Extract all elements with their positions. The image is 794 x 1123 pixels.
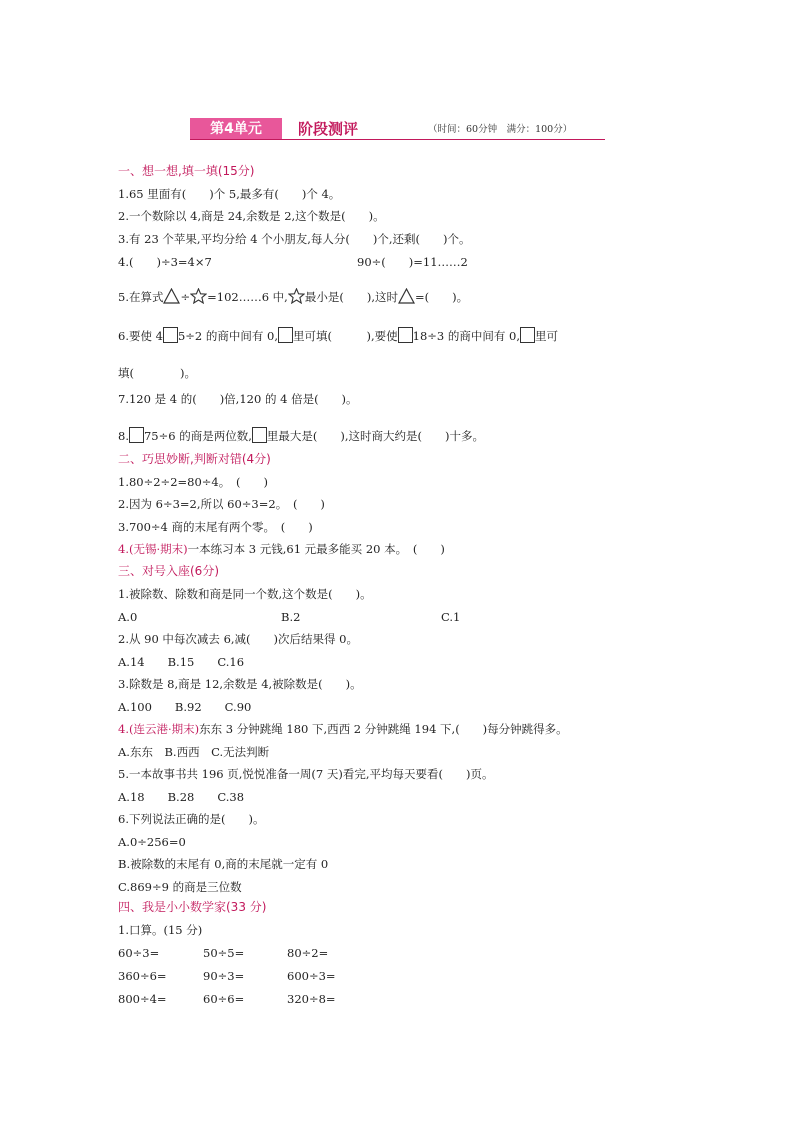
s1-q5-text-a: 5.在算式 (118, 290, 164, 304)
time-score-info: （时间：60分钟 满分：100分） (428, 124, 573, 135)
blank-box (278, 327, 293, 343)
s2-question-1: 1.80÷2÷2=80÷4。 ( ) (118, 475, 268, 489)
s1-q5-text-c: =102……6 中, (207, 290, 288, 304)
page-title: 阶段测评 (298, 120, 359, 138)
blank-box (520, 327, 535, 343)
s3-q4-options: A.东东 B.西西 C.无法判断 (118, 745, 270, 759)
s1-q6-text-c: 里可填( ),要使 (293, 329, 398, 343)
s1-q8-text-b: 75÷6 的商是两位数, (143, 429, 252, 443)
section-2-title: 二、巧思妙断,判断对错(4分) (118, 452, 271, 466)
s3-q1-option-c: C.1 (441, 610, 461, 624)
s1-q6-text-a: 6.要使 4 (118, 329, 163, 343)
blank-box (129, 427, 144, 443)
s1-question-8 (118, 427, 484, 443)
s3-q6-option-b: B.被除数的末尾有 0,商的末尾就一定有 0 (118, 857, 329, 871)
oral-calc-cell: 800÷4= (118, 992, 167, 1006)
s3-question-6: 6.下列说法正确的是( )。 (118, 812, 265, 826)
s3-q6-option-a: A.0÷256=0 (118, 835, 186, 849)
s1-question-6-cont: 填( )。 (118, 366, 196, 380)
s1-question-1: 1.65 里面有( )个 5,最多有( )个 4。 (118, 187, 341, 201)
oral-calc-cell: 60÷3= (118, 946, 160, 960)
oral-calc-cell: 90÷3= (203, 969, 245, 983)
star-icon (190, 288, 207, 304)
source-tag: 4.(无锡·期末) (118, 542, 188, 556)
oral-calc-cell: 50÷5= (203, 946, 245, 960)
s3-q1-option-a: A.0 (118, 610, 138, 624)
s3-q6-option-c: C.869÷9 的商是三位数 (118, 880, 242, 894)
s1-question-4b: 90÷( )=11……2 (357, 255, 468, 269)
s3-question-5: 5.一本故事书共 196 页,悦悦准备一周(7 天)看完,平均每天要看( )页。 (118, 767, 494, 781)
s3-q5-options: A.18 B.28 C.38 (118, 790, 245, 804)
s1-question-2: 2.一个数除以 4,商是 24,余数是 2,这个数是( )。 (118, 209, 385, 223)
s1-q6-text-b: 5÷2 的商中间有 0, (177, 329, 279, 343)
section-3-title: 三、对号入座(6分) (118, 564, 219, 578)
s2-question-3: 3.700÷4 商的末尾有两个零。 ( ) (118, 520, 313, 534)
s1-question-4a: 4.( )÷3=4×7 (118, 255, 212, 269)
s1-q8-text-a: 8. (118, 429, 129, 443)
s3-q3-options: A.100 B.92 C.90 (118, 700, 252, 714)
star-icon (288, 288, 305, 304)
s1-q6-text-d: 18÷3 的商中间有 0, (412, 329, 521, 343)
s3-q1-option-b: B.2 (281, 610, 301, 624)
s3-question-4 (118, 722, 568, 736)
s1-q6-text-e: 里可 (535, 329, 559, 343)
header-divider (190, 139, 605, 140)
blank-box (252, 427, 267, 443)
s1-question-3: 3.有 23 个苹果,平均分给 4 个小朋友,每人分( )个,还剩( )个。 (118, 232, 471, 246)
s1-question-7: 7.120 是 4 的( )倍,120 的 4 倍是( )。 (118, 392, 358, 406)
s3-q4-text: 东东 3 分钟跳绳 180 下,西西 2 分钟跳绳 194 下,( )每分钟跳得多。 (199, 722, 568, 736)
blank-box (163, 327, 178, 343)
s1-q5-text-b: ÷ (180, 290, 191, 304)
blank-box (398, 327, 413, 343)
s2-question-4 (118, 542, 445, 556)
s1-question-6 (118, 327, 558, 343)
oral-calc-cell: 600÷3= (287, 969, 336, 983)
oral-calc-cell: 320÷8= (287, 992, 336, 1006)
source-tag: 4.(连云港·期末) (118, 722, 200, 736)
s3-question-1: 1.被除数、除数和商是同一个数,这个数是( )。 (118, 587, 372, 601)
s3-q2-options: A.14 B.15 C.16 (118, 655, 245, 669)
oral-calc-cell: 80÷2= (287, 946, 329, 960)
oral-calc-cell: 360÷6= (118, 969, 167, 983)
s2-q4-text: 一本练习本 3 元钱,61 元最多能买 20 本。 ( ) (187, 542, 445, 556)
section-4-title: 四、我是小小数学家(33 分) (118, 900, 267, 914)
s1-q5-text-d: 最小是( ),这时 (304, 290, 398, 304)
triangle-icon (398, 288, 415, 304)
s3-question-3: 3.除数是 8,商是 12,余数是 4,被除数是( )。 (118, 677, 362, 691)
s2-question-2: 2.因为 6÷3=2,所以 60÷3=2。 ( ) (118, 497, 325, 511)
s1-q5-text-e: =( )。 (414, 290, 469, 304)
s1-q8-text-c: 里最大是( ),这时商大约是( )十多。 (266, 429, 484, 443)
unit-tab: 第4单元 (190, 118, 282, 140)
s1-question-5 (118, 288, 468, 304)
s4-question-1: 1.口算。(15 分) (118, 923, 203, 937)
oral-calc-cell: 60÷6= (203, 992, 245, 1006)
section-1-title: 一、想一想,填一填(15分) (118, 164, 255, 178)
s3-question-2: 2.从 90 中每次减去 6,减( )次后结果得 0。 (118, 632, 358, 646)
triangle-icon (163, 288, 180, 304)
